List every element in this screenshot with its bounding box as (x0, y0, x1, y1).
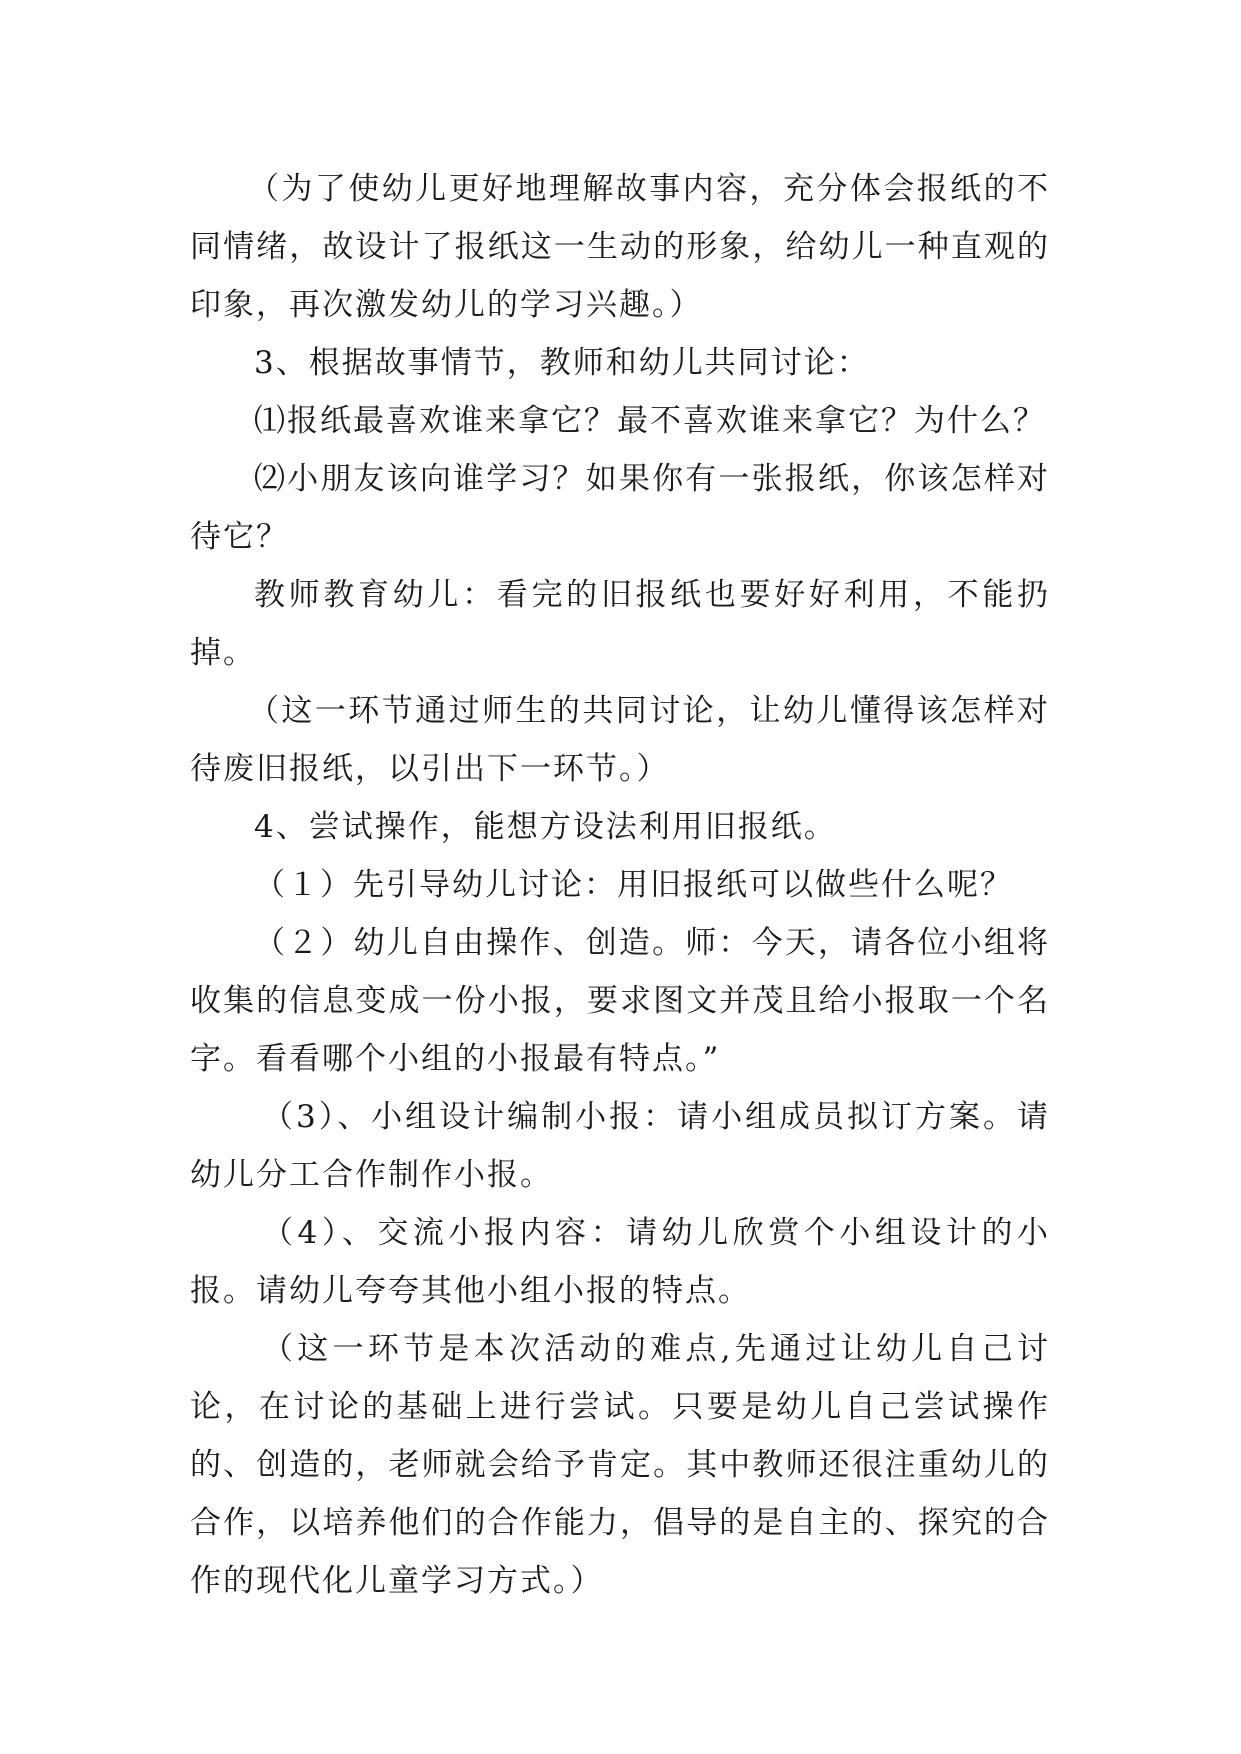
paragraph-story-purpose-note: （为了使幼儿更好地理解故事内容，充分体会报纸的不同情绪，故设计了报纸这一生动的形象，给幼儿一种直观的印象，再次激发幼儿的学习兴趣。） (190, 171, 1050, 323)
paragraph-question-2: ⑵小朋友该向谁学习？如果你有一张报纸，你该怎样对待它？ (190, 461, 1050, 555)
paragraph-question-1: ⑴报纸最喜欢谁来拿它？最不喜欢谁来拿它？为什么？ (254, 403, 1046, 439)
paragraph-teacher-education: 教师教育幼儿：看完的旧报纸也要好好利用，不能扔掉。 (190, 577, 1050, 671)
paragraph-step-4-item-3: （3）、小组设计编制小报：请小组成员拟订方案。请幼儿分工合作制作小报。 (190, 1099, 1050, 1193)
paragraph-step-4-heading: 4、尝试操作，能想方设法利用旧报纸。 (254, 809, 837, 845)
paragraph-step-3-heading: 3、根据故事情节，教师和幼儿共同讨论： (254, 345, 870, 381)
document-body (190, 160, 1050, 1610)
paragraph-step-4-item-4: （4）、交流小报内容：请幼儿欣赏个小组设计的小报。请幼儿夸夸其他小组小报的特点。 (190, 1215, 1050, 1309)
paragraph-discussion-note: （这一环节通过师生的共同讨论，让幼儿懂得该怎样对待废旧报纸，以引出下一环节。） (190, 693, 1050, 787)
paragraph-difficulty-note: （这一环节是本次活动的难点,先通过让幼儿自己讨论，在讨论的基础上进行尝试。只要是幼儿自己尝试操作的、创造的，老师就会给予肯定。其中教师还很注重幼儿的合作，以培养他们的合作能力，倡导的是自主的、探究的合作的现代化儿童学习方式。） (190, 1331, 1050, 1599)
paragraph-step-4-item-2: （２）幼儿自由操作、创造。师：今天，请各位小组将收集的信息变成一份小报，要求图文并茂且给小报取一个名字。看看哪个小组的小报最有特点。” (190, 925, 1050, 1077)
paragraph-step-4-item-1: （１）先引导幼儿讨论：用旧报纸可以做些什么呢？ (254, 867, 1013, 903)
